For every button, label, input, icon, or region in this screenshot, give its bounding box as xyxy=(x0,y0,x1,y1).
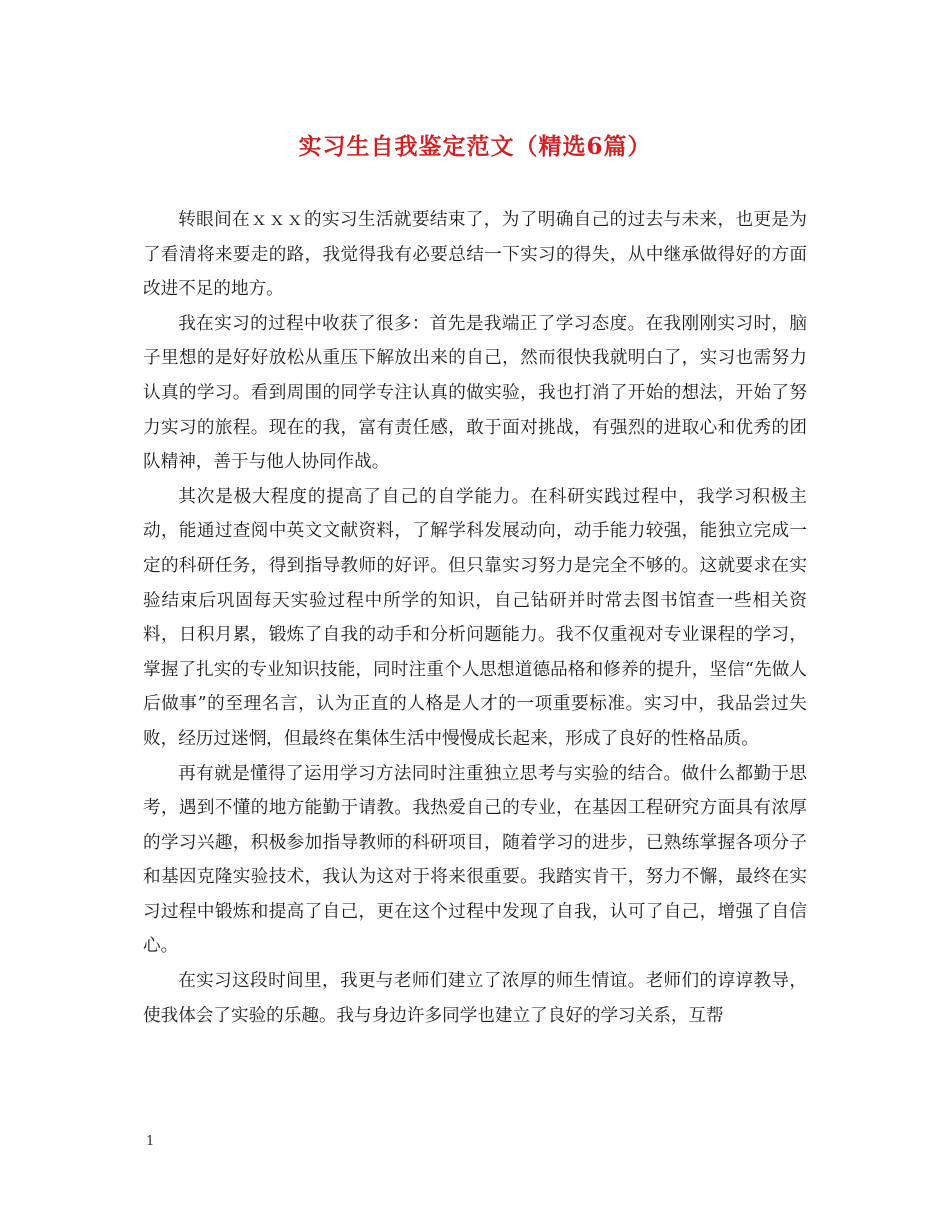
page-title: 实习生自我鉴定范文（精选6篇） xyxy=(298,133,652,160)
paragraph-2: 我在实习的过程中收获了很多：首先是我端正了学习态度。在我刚刚实习时，脑子里想的是好好放松从重压下解放出来的自己，然而很快我就明白了，实习也需努力认真的学习。看到周围的同学专注认真的做实验，我也打消了开始的想法，开始了努力实习的旅程。现在的我，富有责任感，敢于面对挑战，有强烈的进取心和优秀的团队精神，善于与他人协同作战。 xyxy=(143,313,807,473)
paragraph-5: 在实习这段时间里，我更与老师们建立了浓厚的师生情谊。老师们的谆谆教导，使我体会了实验的乐趣。我与身边许多同学也建立了良好的学习关系，互帮 xyxy=(143,971,807,1026)
page-number: 1 xyxy=(146,1134,155,1149)
paragraph-1: 转眼间在ｘｘｘ的实习生活就要结束了，为了明确自己的过去与未来，也更是为了看清将来要走的路，我觉得我有必要总结一下实习的得失，从中继承做得好的方面改进不足的地方。 xyxy=(143,210,807,300)
paragraph-3: 其次是极大程度的提高了自己的自学能力。在科研实践过程中，我学习积极主动，能通过查阅中英文文献资料，了解学科发展动向，动手能力较强，能独立完成一定的科研任务，得到指导教师的好评。但只靠实习努力是完全不够的。这就要求在实验结束后巩固每天实验过程中所学的知识，自己钻研并时常去图书馆查一些相关资料，日积月累，锻炼了自我的动手和分析问题能力。我不仅重视对专业课程的学习，掌握了扎实的专业知识技能，同时注重个人思想道德品格和修养的提升，坚信“先做人后做事”的至理名言，认为正直的人格是人才的一项重要标准。实习中，我品尝过失败，经历过迷惘，但最终在集体生活中慢慢成长起来，形成了良好的性格品质。 xyxy=(143,486,807,749)
paragraph-4: 再有就是懂得了运用学习方法同时注重独立思考与实验的结合。做什么都勤于思考，遇到不懂的地方能勤于请教。我热爱自己的专业，在基因工程研究方面具有浓厚的学习兴趣，积极参加指导教师的科研项目，随着学习的进步，已熟练掌握各项分子和基因克隆实验技术，我认为这对于将来很重要。我踏实肯干，努力不懈，最终在实习过程中锻炼和提高了自己，更在这个过程中发现了自我，认可了自己，增强了自信心。 xyxy=(143,763,807,957)
document-body xyxy=(143,203,807,1033)
